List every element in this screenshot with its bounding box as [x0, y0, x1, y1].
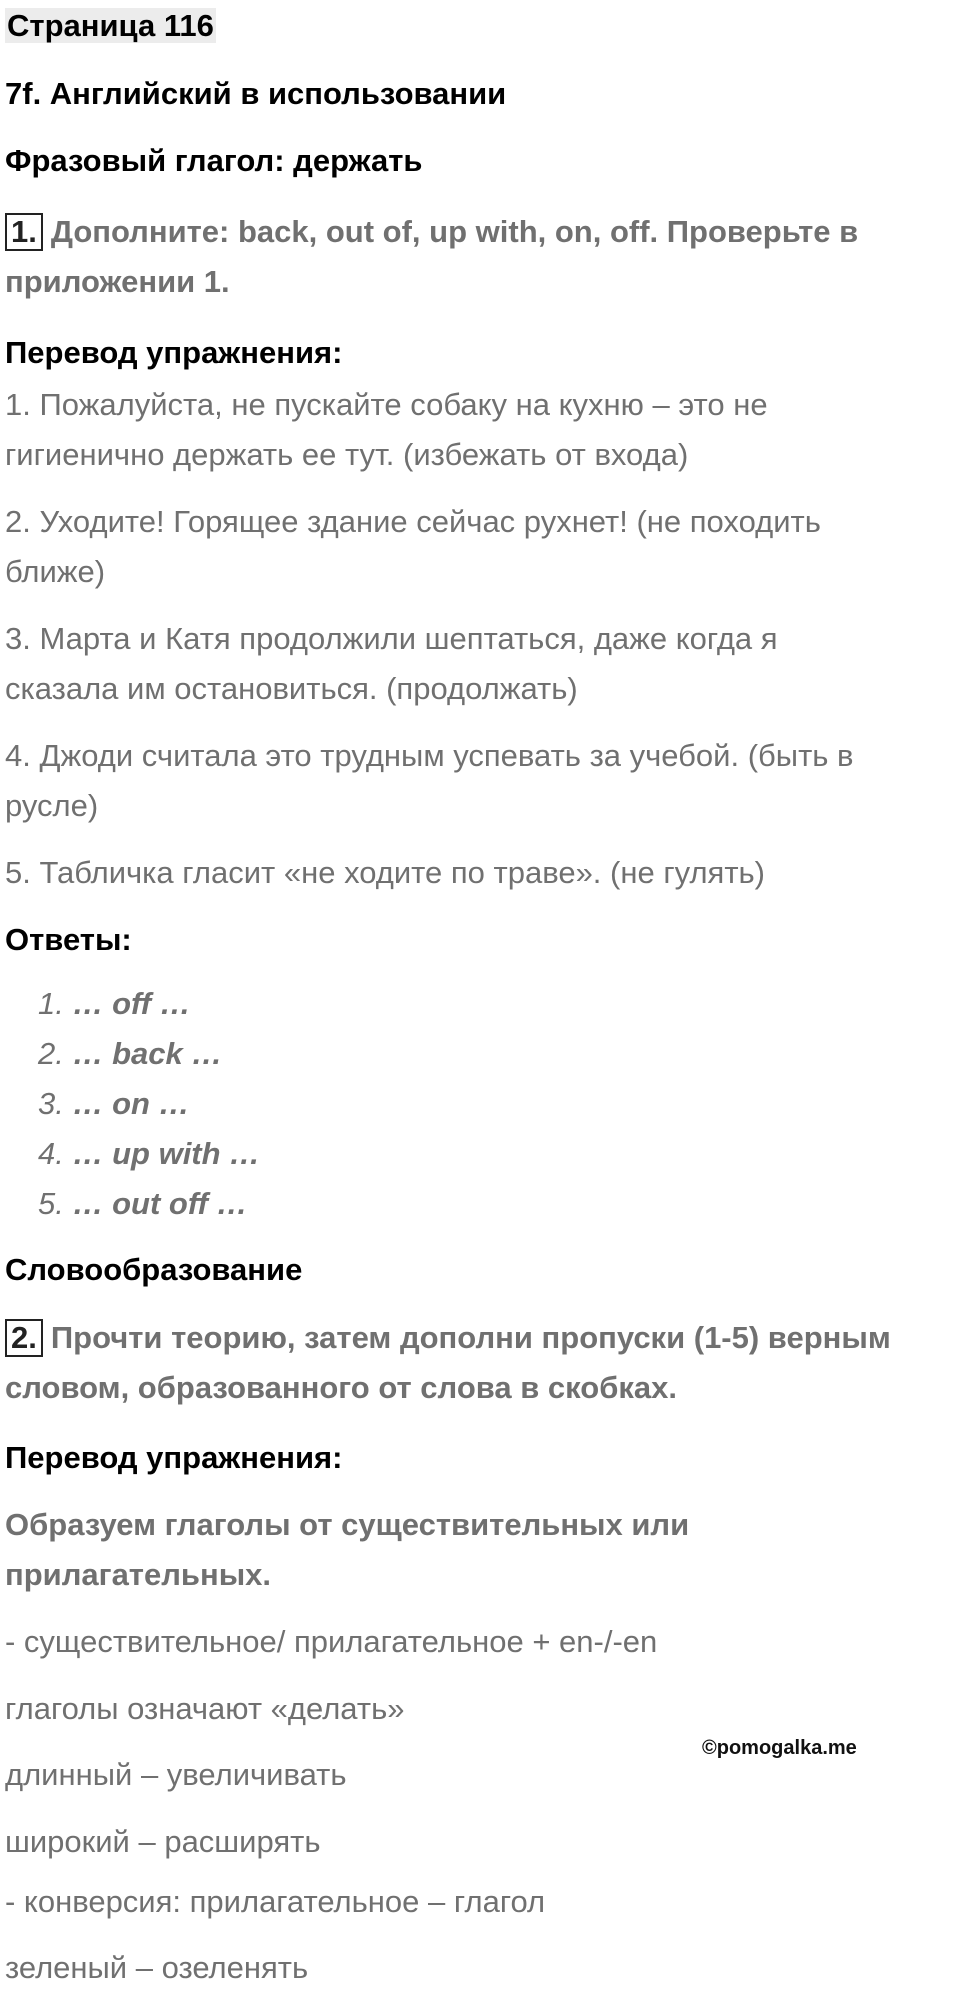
answer-text: … up with …: [72, 1136, 261, 1171]
theory-rule-line: зеленый – озеленять: [5, 1950, 309, 1985]
theory-rule-line: - конверсия: прилагательное – глагол: [5, 1884, 546, 1919]
section-title: 7f. Английский в использовании: [5, 76, 507, 111]
exercise1-task-text1: Дополните: back, out of, up with, on, off. Проверьте в: [50, 214, 859, 249]
exercise1-line: 3. Марта и Катя продолжили шептаться, даже когда я: [5, 621, 778, 656]
exercise1-translation-heading: Перевод упражнения:: [5, 335, 343, 370]
answer-text: … back …: [72, 1036, 223, 1071]
exercise2-task-text1: Прочти теорию, затем дополни пропуски (1-5) верным: [50, 1320, 891, 1355]
answer-number: 2.: [38, 1036, 64, 1071]
theory-rule-line: длинный – увеличивать: [5, 1757, 347, 1792]
exercise2-task-line2: словом, образованного от слова в скобках.: [5, 1370, 677, 1405]
exercise1-line: русле): [5, 788, 99, 823]
exercise1-task-line2: приложении 1.: [5, 264, 230, 299]
exercise1-line: ближе): [5, 554, 106, 589]
answer-item: [38, 1034, 222, 1074]
watermark: ©pomogalka.me: [702, 1737, 857, 1759]
answer-text: … out off …: [72, 1186, 248, 1221]
exercise1-line: 1. Пожалуйста, не пускайте собаку на кухню – это не: [5, 387, 768, 422]
exercise2-task-line1: [5, 1318, 891, 1358]
page-label-text: Страница 116: [7, 8, 214, 43]
theory-rule-line: - существительное/ прилагательное + en-/-en: [5, 1624, 658, 1659]
answer-number: 4.: [38, 1136, 64, 1171]
answer-text: … off …: [72, 986, 191, 1021]
answer-number: 5.: [38, 1186, 64, 1221]
exercise1-number: 1.: [5, 213, 43, 251]
subsection-title: Фразовый глагол: держать: [5, 143, 423, 178]
answer-text: … on …: [72, 1086, 190, 1121]
theory-rule-line: широкий – расширять: [5, 1824, 321, 1859]
theory-line2: прилагательных.: [5, 1557, 272, 1592]
word-formation-heading: Словообразование: [5, 1252, 303, 1287]
exercise1-line: гигиенично держать ее тут. (избежать от входа): [5, 437, 689, 472]
exercise2-translation-heading: Перевод упражнения:: [5, 1440, 343, 1475]
answer-number: 3.: [38, 1086, 64, 1121]
answer-item: [38, 984, 191, 1024]
exercise1-task-line1: [5, 212, 858, 252]
theory-rule-line: глаголы означают «делать»: [5, 1691, 405, 1726]
theory-line1: Образуем глаголы от существительных или: [5, 1507, 690, 1542]
answers-heading: Ответы:: [5, 922, 132, 957]
page-label: [5, 6, 216, 46]
exercise1-line: 2. Уходите! Горящее здание сейчас рухнет! (не походить: [5, 504, 821, 539]
exercise2-number: 2.: [5, 1319, 43, 1357]
exercise1-line: 4. Джоди считала это трудным успевать за учебой. (быть в: [5, 738, 854, 773]
answer-item: [38, 1084, 190, 1124]
answer-item: [38, 1134, 260, 1174]
answer-item: [38, 1184, 248, 1224]
exercise1-line: 5. Табличка гласит «не ходите по траве». (не гулять): [5, 855, 765, 890]
exercise1-line: сказала им остановиться. (продолжать): [5, 671, 578, 706]
answer-number: 1.: [38, 986, 64, 1021]
